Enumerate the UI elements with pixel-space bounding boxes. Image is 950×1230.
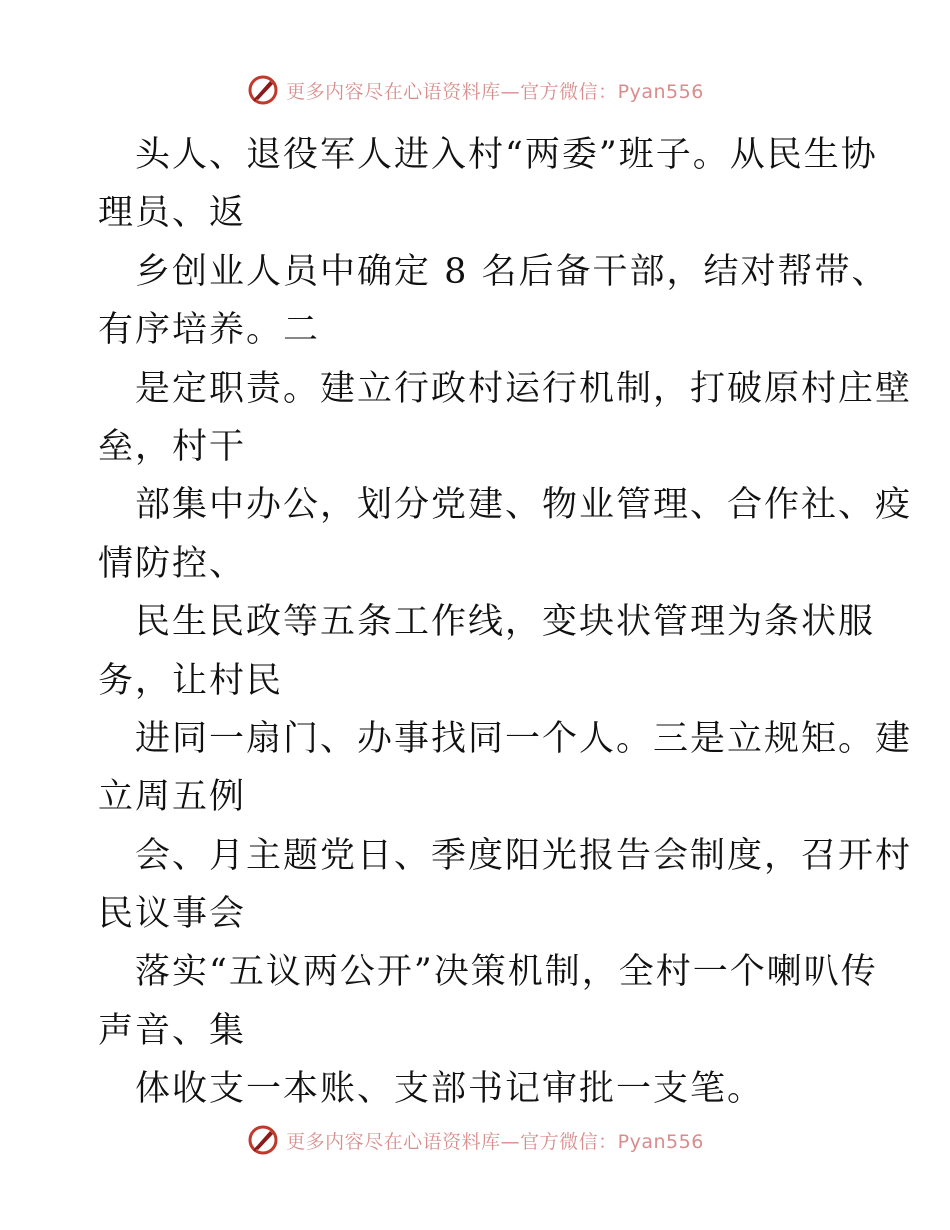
- text-line: 务，让村民: [98, 660, 284, 701]
- text-line: 落实“五议两公开”决策机制，全村一个喇叭传: [135, 952, 878, 993]
- text-line: 民生民政等五条工作线，变块状管理为条状服: [135, 602, 876, 643]
- text-line: 体收支一本账、支部书记审批一支笔。: [135, 1069, 765, 1110]
- text-line: 有序培养。二: [98, 310, 321, 351]
- text-line: 是定职责。建立行政村运行机制，打破原村庄壁: [135, 368, 913, 409]
- text-line: 理员、返: [98, 193, 247, 234]
- text-line: 情防控、: [98, 543, 247, 584]
- document-body: [98, 126, 913, 1119]
- watermark-text: 更多内容尽在心语资料库—官方微信：Pyan556: [286, 80, 704, 103]
- quill-logo-icon: [246, 73, 280, 107]
- text-line: 进同一扇门、办事找同一个人。三是立规矩。建: [135, 718, 913, 759]
- text-line: 部集中办公，划分党建、物业管理、合作社、疫: [135, 485, 913, 526]
- quill-logo-icon: [246, 1123, 280, 1157]
- footer-watermark: [0, 1120, 950, 1160]
- text-line: 会、月主题党日、季度阳光报告会制度，召开村: [135, 835, 913, 876]
- text-line: 垒，村干: [98, 426, 247, 467]
- text-line: 声音、集: [98, 1010, 247, 1051]
- header-watermark: [0, 70, 950, 110]
- text-line: 乡创业人员中确定 8 名后备干部，结对帮带、: [135, 251, 889, 292]
- text-line: 立周五例: [98, 777, 247, 818]
- text-line: 民议事会: [98, 894, 247, 935]
- watermark-text: 更多内容尽在心语资料库—官方微信：Pyan556: [286, 1130, 704, 1153]
- text-line: 头人、退役军人进入村“两委”班子。从民生协: [135, 135, 878, 175]
